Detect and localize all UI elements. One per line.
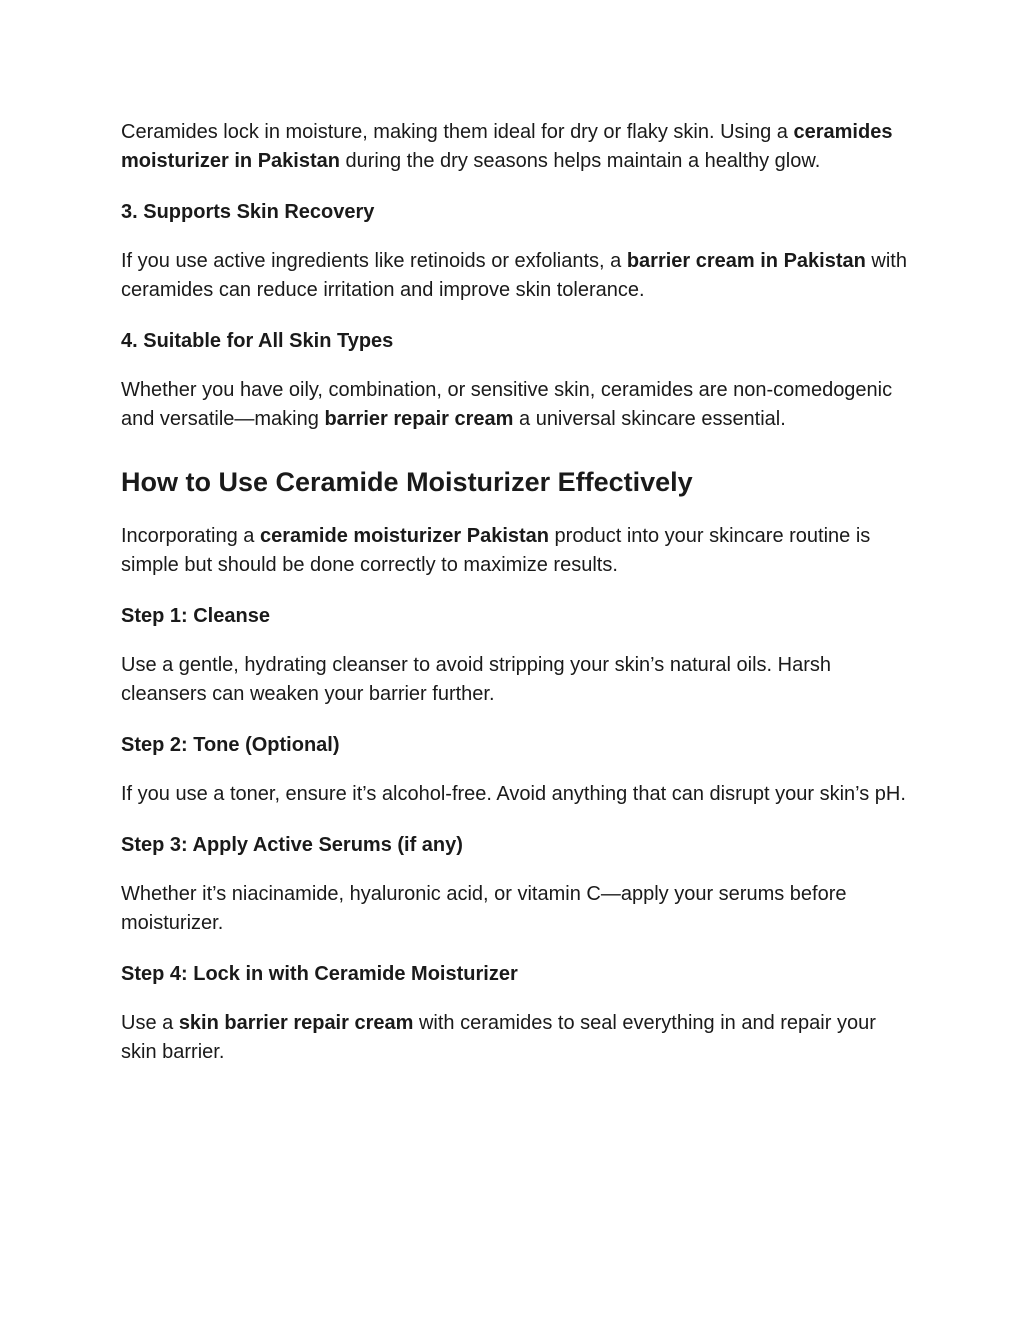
document-page bbox=[121, 118, 911, 1089]
heading-step-4-lock-in: Step 4: Lock in with Ceramide Moisturizer bbox=[121, 963, 518, 985]
heading-step-1-cleanse: Step 1: Cleanse bbox=[121, 605, 270, 627]
bold-keyword: skin barrier repair cream bbox=[178, 1012, 414, 1034]
bold-keyword: ceramide moisturizer Pakistan bbox=[259, 525, 549, 547]
bold-keyword: barrier repair cream bbox=[324, 408, 514, 430]
paragraph-skin-types: Whether you have oily, combination, or sensitive skin, ceramides are non-comedogenic and versatile—making barrier repair cream a universal skincare essential. bbox=[121, 379, 893, 430]
paragraph-step-4: Use a skin barrier repair cream with ceramides to seal everything in and repair your skin barrier. bbox=[121, 1012, 876, 1063]
heading-how-to-use: How to Use Ceramide Moisturizer Effectively bbox=[121, 467, 693, 497]
paragraph-step-3: Whether it’s niacinamide, hyaluronic acid, or vitamin C—apply your serums before moisturizer. bbox=[121, 883, 847, 934]
bold-keyword: barrier cream in Pakistan bbox=[626, 250, 866, 272]
heading-suitable-all-skin-types: 4. Suitable for All Skin Types bbox=[121, 330, 394, 352]
paragraph-step-2: If you use a toner, ensure it’s alcohol-free. Avoid anything that can disrupt your skin’s pH. bbox=[121, 783, 906, 805]
heading-supports-skin-recovery: 3. Supports Skin Recovery bbox=[121, 201, 375, 223]
bold-keyword: ceramides moisturizer in Pakistan bbox=[121, 121, 893, 172]
heading-step-2-tone: Step 2: Tone (Optional) bbox=[121, 734, 340, 756]
heading-step-3-serums: Step 3: Apply Active Serums (if any) bbox=[121, 834, 463, 856]
paragraph-ceramides-lock-moisture: Ceramides lock in moisture, making them ideal for dry or flaky skin. Using a ceramides moisturizer in Pakistan during the dry seasons helps maintain a healthy glow. bbox=[121, 121, 893, 172]
paragraph-step-1: Use a gentle, hydrating cleanser to avoid stripping your skin’s natural oils. Harsh cleansers can weaken your barrier further. bbox=[121, 654, 831, 705]
paragraph-active-ingredients: If you use active ingredients like retinoids or exfoliants, a barrier cream in Pakistan with ceramides can reduce irritation and improve skin tolerance. bbox=[121, 250, 907, 301]
paragraph-incorporating: Incorporating a ceramide moisturizer Pakistan product into your skincare routine is simple but should be done correctly to maximize results. bbox=[121, 525, 871, 576]
